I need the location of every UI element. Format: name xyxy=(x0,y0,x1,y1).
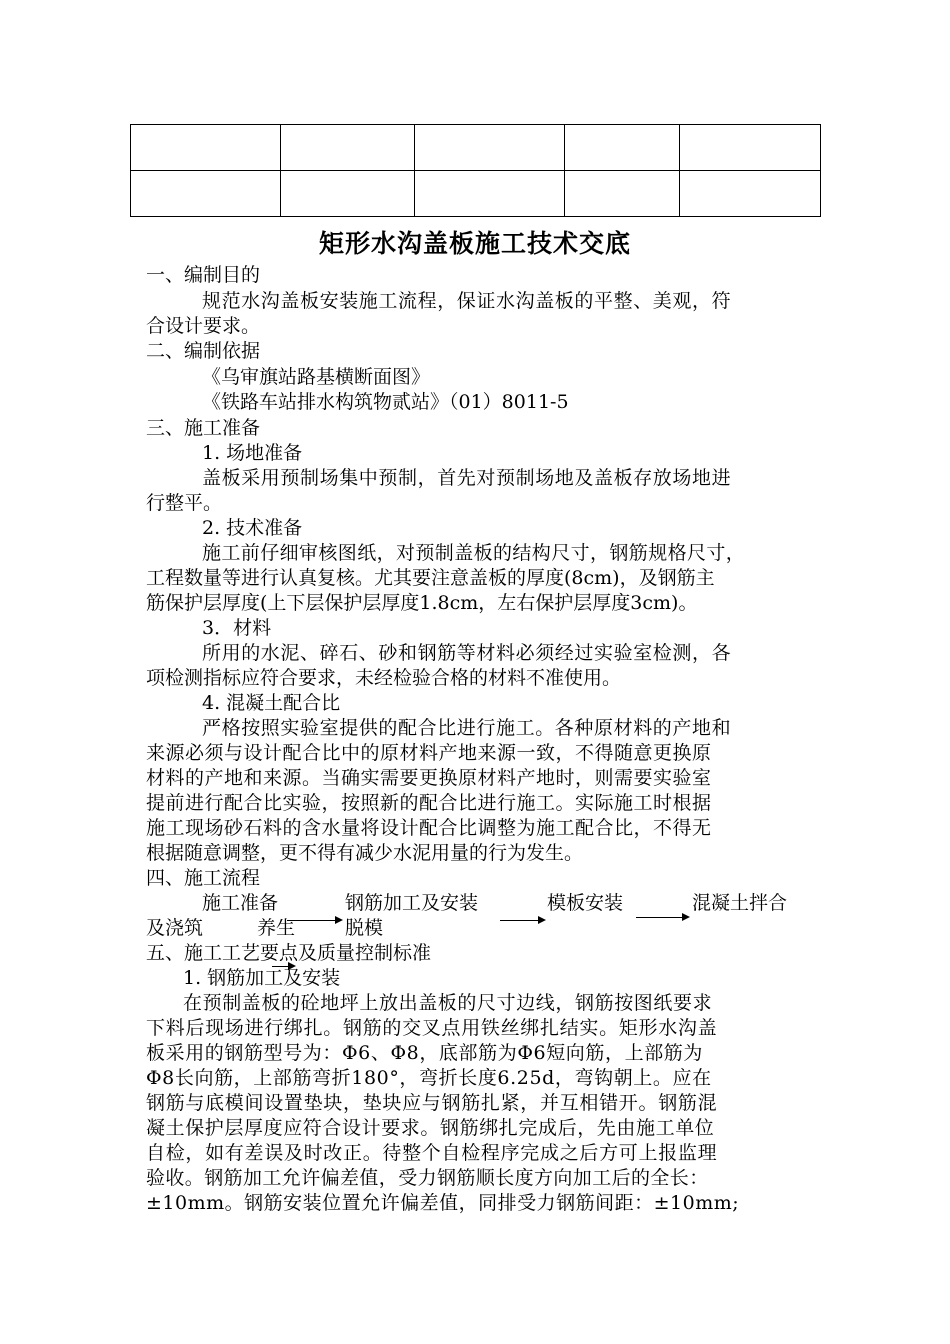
subsection-heading: 4. 混凝土配合比 xyxy=(202,692,341,714)
header-table-cell xyxy=(131,171,281,217)
header-table-cell xyxy=(415,125,565,171)
header-table-cell xyxy=(131,125,281,171)
header-table-cell xyxy=(680,171,821,217)
paragraph-line: 板采用的钢筋型号为：Φ6、Φ8，底部筋为Φ6短向筋，上部筋为 xyxy=(146,1042,703,1064)
flow-step: 钢筋加工及安装 xyxy=(345,892,479,914)
reference-line: 《乌审旗站路基横断面图》 xyxy=(202,366,431,388)
header-table-cell xyxy=(565,125,680,171)
subsection-heading: 3．材料 xyxy=(202,617,272,639)
section-heading: 二、编制依据 xyxy=(146,340,261,362)
section-heading: 三、施工准备 xyxy=(146,417,261,439)
paragraph-line: 材料的产地和来源。当确实需要更换原材料产地时，则需要实验室 xyxy=(146,767,712,789)
header-table-cell xyxy=(281,125,415,171)
paragraph-line: 提前进行配合比实验，按照新的配合比进行施工。实际施工时根据 xyxy=(146,792,712,814)
section-heading: 五、施工工艺要点及质量控制标准 xyxy=(146,942,432,964)
paragraph-line: 盖板采用预制场集中预制，首先对预制场地及盖板存放场地进 xyxy=(202,467,732,489)
flow-arrow-icon xyxy=(636,917,688,918)
flow-arrow-icon xyxy=(500,920,544,921)
paragraph-line: 验收。钢筋加工允许偏差值，受力钢筋顺长度方向加工后的全长： xyxy=(146,1167,709,1189)
flow-step: 混凝土拌合 xyxy=(692,892,788,914)
section-heading: 四、施工流程 xyxy=(146,867,261,889)
subsection-heading: 1. 钢筋加工及安装 xyxy=(183,967,341,989)
paragraph-line: 来源必须与设计配合比中的原材料产地来源一致，不得随意更换原 xyxy=(146,742,712,764)
header-table-cell xyxy=(565,171,680,217)
header-table-row xyxy=(131,125,821,171)
paragraph-line: 严格按照实验室提供的配合比进行施工。各种原材料的产地和 xyxy=(202,717,732,739)
flow-step: 脱模 xyxy=(345,917,384,939)
flow-arrow-icon xyxy=(287,920,341,921)
paragraph-line: 工程数量等进行认真复核。尤其要注意盖板的厚度(8cm)，及钢筋主 xyxy=(146,567,715,589)
document-title: 矩形水沟盖板施工技术交底 xyxy=(318,229,631,258)
paragraph-line: Φ8长向筋，上部筋弯折180°，弯折长度6.25d，弯钩朝上。应在 xyxy=(146,1067,712,1089)
flow-step: 及浇筑 xyxy=(146,917,204,939)
reference-line: 《铁路车站排水构筑物贰站》（01）8011-5 xyxy=(202,391,569,413)
paragraph-line: 凝土保护层厚度应符合设计要求。钢筋绑扎完成后，先由施工单位 xyxy=(146,1117,715,1139)
section-heading: 一、编制目的 xyxy=(146,264,261,286)
header-table-row xyxy=(131,171,821,217)
paragraph-line: ±10mm。钢筋安装位置允许偏差值，同排受力钢筋间距：±10mm; xyxy=(146,1192,740,1214)
header-table-cell xyxy=(415,171,565,217)
paragraph-line: 施工现场砂石料的含水量将设计配合比调整为施工配合比，不得无 xyxy=(146,817,712,839)
paragraph-line: 所用的水泥、碎石、砂和钢筋等材料必须经过实验室检测，各 xyxy=(202,642,732,664)
paragraph-line: 规范水沟盖板安装施工流程，保证水沟盖板的平整、美观，符 xyxy=(202,290,732,312)
subsection-heading: 2. 技术准备 xyxy=(202,517,303,539)
flow-step: 养生 xyxy=(257,917,296,939)
flow-step: 模板安装 xyxy=(547,892,624,914)
paragraph-line: 钢筋与底模间设置垫块，垫块应与钢筋扎紧，并互相错开。钢筋混 xyxy=(146,1092,718,1114)
paragraph-line: 下料后现场进行绑扎。钢筋的交叉点用铁丝绑扎结实。矩形水沟盖 xyxy=(146,1017,718,1039)
paragraph-line: 合设计要求。 xyxy=(146,315,261,337)
paragraph-line: 施工前仔细审核图纸，对预制盖板的结构尺寸，钢筋规格尺寸， xyxy=(202,542,746,564)
paragraph-line: 项检测指标应符合要求，未经检验合格的材料不准使用。 xyxy=(146,667,622,689)
paragraph-line: 在预制盖板的砼地坪上放出盖板的尺寸边线，钢筋按图纸要求 xyxy=(183,992,713,1014)
header-table xyxy=(130,124,821,217)
paragraph-line: 根据随意调整，更不得有减少水泥用量的行为发生。 xyxy=(146,842,584,864)
paragraph-line: 行整平。 xyxy=(146,492,223,514)
paragraph-line: 筋保护层厚度(上下层保护层厚度1.8cm，左右保护层厚度3cm)。 xyxy=(146,592,698,614)
paragraph-line: 自检，如有差误及时改正。待整个自检程序完成之后方可上报监理 xyxy=(146,1142,718,1164)
subsection-heading: 1. 场地准备 xyxy=(202,442,303,464)
flow-step: 施工准备 xyxy=(202,892,279,914)
header-table-cell xyxy=(281,171,415,217)
header-table-cell xyxy=(680,125,821,171)
